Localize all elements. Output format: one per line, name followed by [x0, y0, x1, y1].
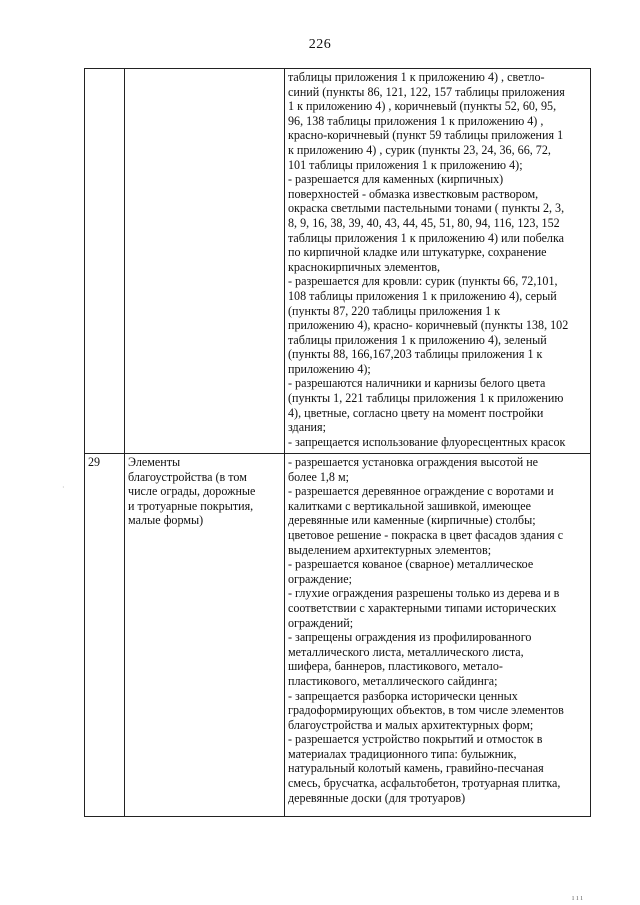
requirement-line: ограждение; [288, 571, 352, 586]
requirement-line: смесь, брусчатка, асфальтобетон, тротуарная плитка, [288, 776, 561, 791]
requirement-line: благоустройства и малых архитектурных форм; [288, 717, 534, 732]
requirement-line: синий (пункты 86, 121, 122, 157 таблицы приложения [288, 84, 565, 99]
element-cell [125, 454, 285, 817]
requirements-cell [285, 69, 591, 454]
requirement-line: - разрешается для каменных (кирпичных) [288, 172, 504, 187]
requirement-line: (пункты 1, 221 таблицы приложения 1 к приложению [288, 391, 564, 406]
requirement-line: краснокирпичных элементов, [288, 259, 441, 274]
requirement-line: пластикового, металлического сайдинга; [288, 673, 498, 688]
requirement-line: деревянные или каменные (кирпичные) столбы; [288, 513, 536, 528]
element-cell [125, 69, 285, 454]
requirement-line: таблицы приложения 1 к приложению 4), зеленый [288, 332, 547, 347]
requirement-line: деревянные доски (для тротуаров) [288, 790, 466, 805]
table-row [85, 69, 591, 454]
element-name-line: Элементы [128, 455, 181, 469]
margin-mark: · [62, 483, 65, 492]
row-number-cell: 29 [85, 454, 125, 817]
requirement-line: - разрешается устройство покрытий и отмосток в [288, 732, 543, 747]
requirement-line: 8, 9, 16, 38, 39, 40, 43, 44, 45, 51, 80, 94, 116, 123, 152 [288, 215, 560, 230]
requirement-line: 96, 138 таблицы приложения 1 к приложению 4) , [288, 113, 544, 128]
page-number: 226 [308, 37, 332, 52]
table-row [85, 454, 591, 817]
requirement-line: красно-коричневый (пункт 59 таблицы приложения 1 [288, 128, 564, 143]
requirement-line: приложению 4), красно- коричневый (пункты 138, 102 [288, 318, 569, 333]
requirement-line: - запрещены ограждения из профилированного [288, 630, 532, 645]
requirement-line: - запрещается использование флуоресцентных красок [288, 434, 566, 449]
requirement-line: соответствии с характерными типами исторических [288, 600, 557, 615]
requirement-line: 108 таблицы приложения 1 к приложению 4), серый [288, 288, 557, 303]
requirement-line: цветовое решение - покраска в цвет фасадов здания с [288, 527, 564, 542]
requirement-line: приложению 4); [288, 361, 371, 376]
requirement-line: - разрешается кованое (сварное) металлическое [288, 557, 534, 572]
requirement-line: (пункты 87, 220 таблицы приложения 1 к [288, 303, 501, 318]
requirement-line: более 1,8 м; [288, 469, 349, 484]
requirement-line: материалах традиционного типа: булыжник, [288, 746, 517, 761]
requirement-line: ограждений; [288, 615, 354, 630]
requirement-line: натуральный колотый камень, гравийно-песчаная [288, 761, 544, 776]
requirements-table [84, 68, 591, 817]
requirement-line: шифера, баннеров, пластикового, метало- [288, 659, 503, 674]
requirement-line: 1 к приложению 4) , коричневый (пункты 52, 60, 95, [288, 99, 557, 114]
requirement-line: - разрешается для кровли: сурик (пункты 66, 72,101, [288, 274, 558, 289]
requirement-line: окраска светлыми пастельными тонами ( пункты 2, 3, [288, 201, 565, 216]
requirement-line: поверхностей - обмазка известковым раствором, [288, 186, 539, 201]
requirement-line: металлического листа, металлического листа, [288, 644, 524, 659]
requirement-line: - разрешаются наличники и карнизы белого цвета [288, 376, 546, 391]
requirement-line: выделением архитектурных элементов; [288, 542, 492, 557]
requirement-line: по кирпичной кладке или штукатурке, сохранение [288, 245, 547, 260]
requirement-line: таблицы приложения 1 к приложению 4) , светло- [288, 70, 545, 84]
requirement-line: - разрешается деревянное ограждение с воротами и [288, 484, 554, 499]
element-name-line: и тротуарные покрытия, [128, 498, 254, 513]
requirement-line: (пункты 88, 166,167,203 таблицы приложения 1 к [288, 347, 543, 362]
requirement-line: калитками с вертикальной зашивкой, имеющее [288, 498, 531, 513]
scan-mark: ııı [572, 893, 585, 902]
requirement-line: 4), цветные, согласно цвету на момент постройки [288, 405, 544, 420]
requirements-cell [285, 454, 591, 817]
element-name-line: числе ограды, дорожные [128, 484, 256, 499]
requirement-line: 101 таблицы приложения 1 к приложению 4); [288, 157, 523, 172]
element-name-line: малые формы) [128, 513, 204, 528]
element-name-line: благоустройства (в том [128, 469, 247, 484]
requirement-line: градоформирующих объектов, в том числе элементов [288, 703, 564, 718]
requirement-line: к приложению 4) , сурик (пункты 23, 24, 36, 66, 72, [288, 142, 551, 157]
row-number-cell [85, 69, 125, 454]
requirement-line: таблицы приложения 1 к приложению 4) или побелка [288, 230, 565, 245]
requirement-line: - разрешается установка ограждения высотой не [288, 455, 539, 469]
requirement-line: - глухие ограждения разрешены только из дерева и в [288, 586, 560, 601]
requirement-line: - запрещается разборка исторически ценных [288, 688, 518, 703]
requirement-line: здания; [288, 420, 326, 435]
